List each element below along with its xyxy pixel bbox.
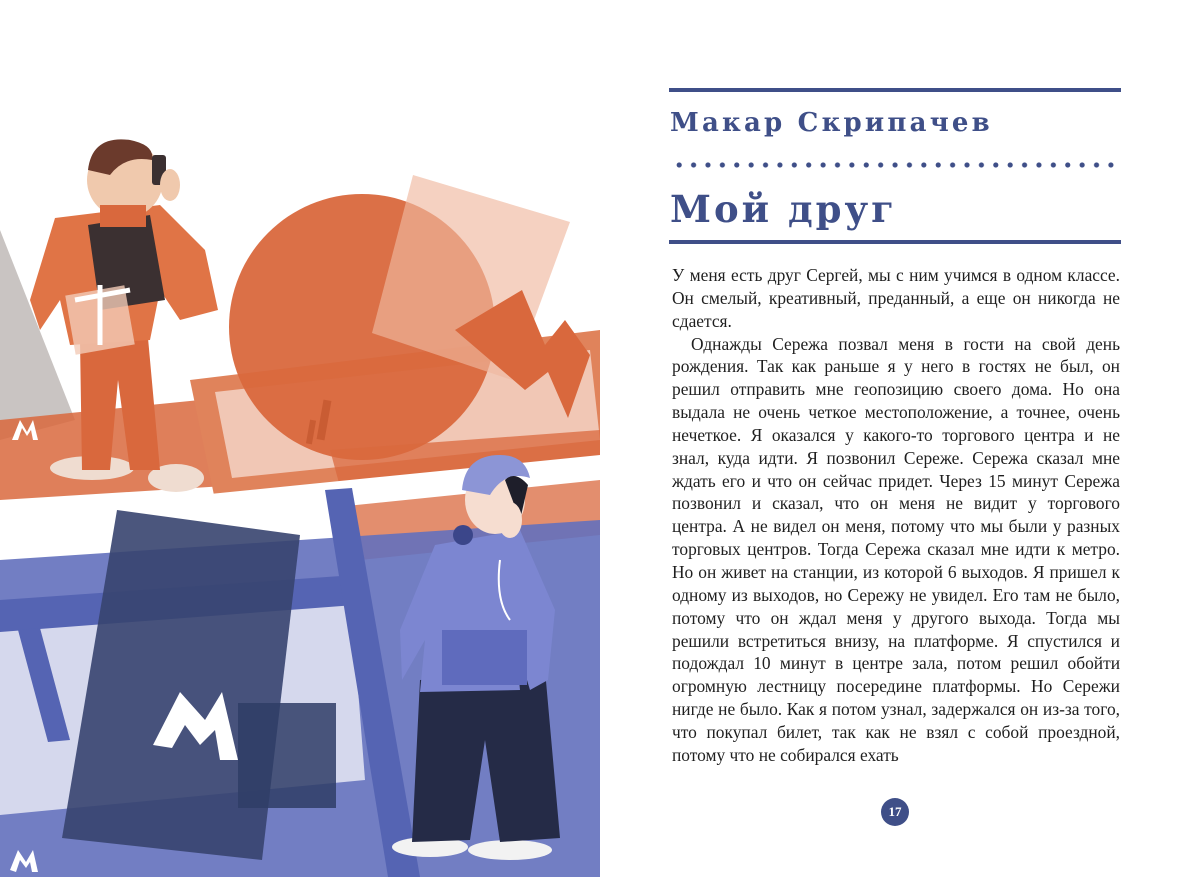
navy-square-shape bbox=[238, 703, 336, 808]
story-paragraph: У меня есть друг Сергей, мы с ним учимся в одном классе. Он смелый, креативный, преданный, а еще он никогда не сдается. bbox=[672, 265, 1120, 331]
dotted-divider bbox=[672, 162, 1122, 168]
page-number-badge: 17 bbox=[881, 798, 909, 826]
story-paragraph: Однажды Сережа позвал меня в гости на свой день рождения. Так как раньше я у него в гостях не был, он решил отправить мне геопозицию своего дома. Но она выдала не очень четкое местоположение, а точнее, очень нечеткое. Я оказался у какого-то торгового центра и не знал, куда идти. Я позвонил Сереже. Сережа сказал мне ждать его и что он сейчас придет. Через 15 минут Сережа позвонил и сказал, что он меня не видит у торгового центра. А не видел он меня, потому что мы были у разных торговых центров. Тогда Сережа сказал мне идти к метро. Но он живет на станции, из которой 6 выходов. Я пришел к одному из выходов, но Сережу не увидел. Его там не было, потому что он ждал меня у другого выхода. Тогда мы решили встретиться внизу, на платформе. Я спустился и подождал 10 минут в центре зала, потом решил обойти огромную лестницу посередине платформы. Но Сережи нигде не было. Как я потом узнал, задержался он из-за того, что покупал билет, так как не взял с собой проездной, потому что не собирался ехать bbox=[672, 333, 1120, 765]
story-title: Мой друг bbox=[670, 187, 897, 231]
bottom-rule bbox=[669, 240, 1121, 244]
author-name: Макар Скрипачев bbox=[670, 108, 993, 138]
story-body bbox=[672, 264, 1120, 767]
top-rule bbox=[669, 88, 1121, 92]
